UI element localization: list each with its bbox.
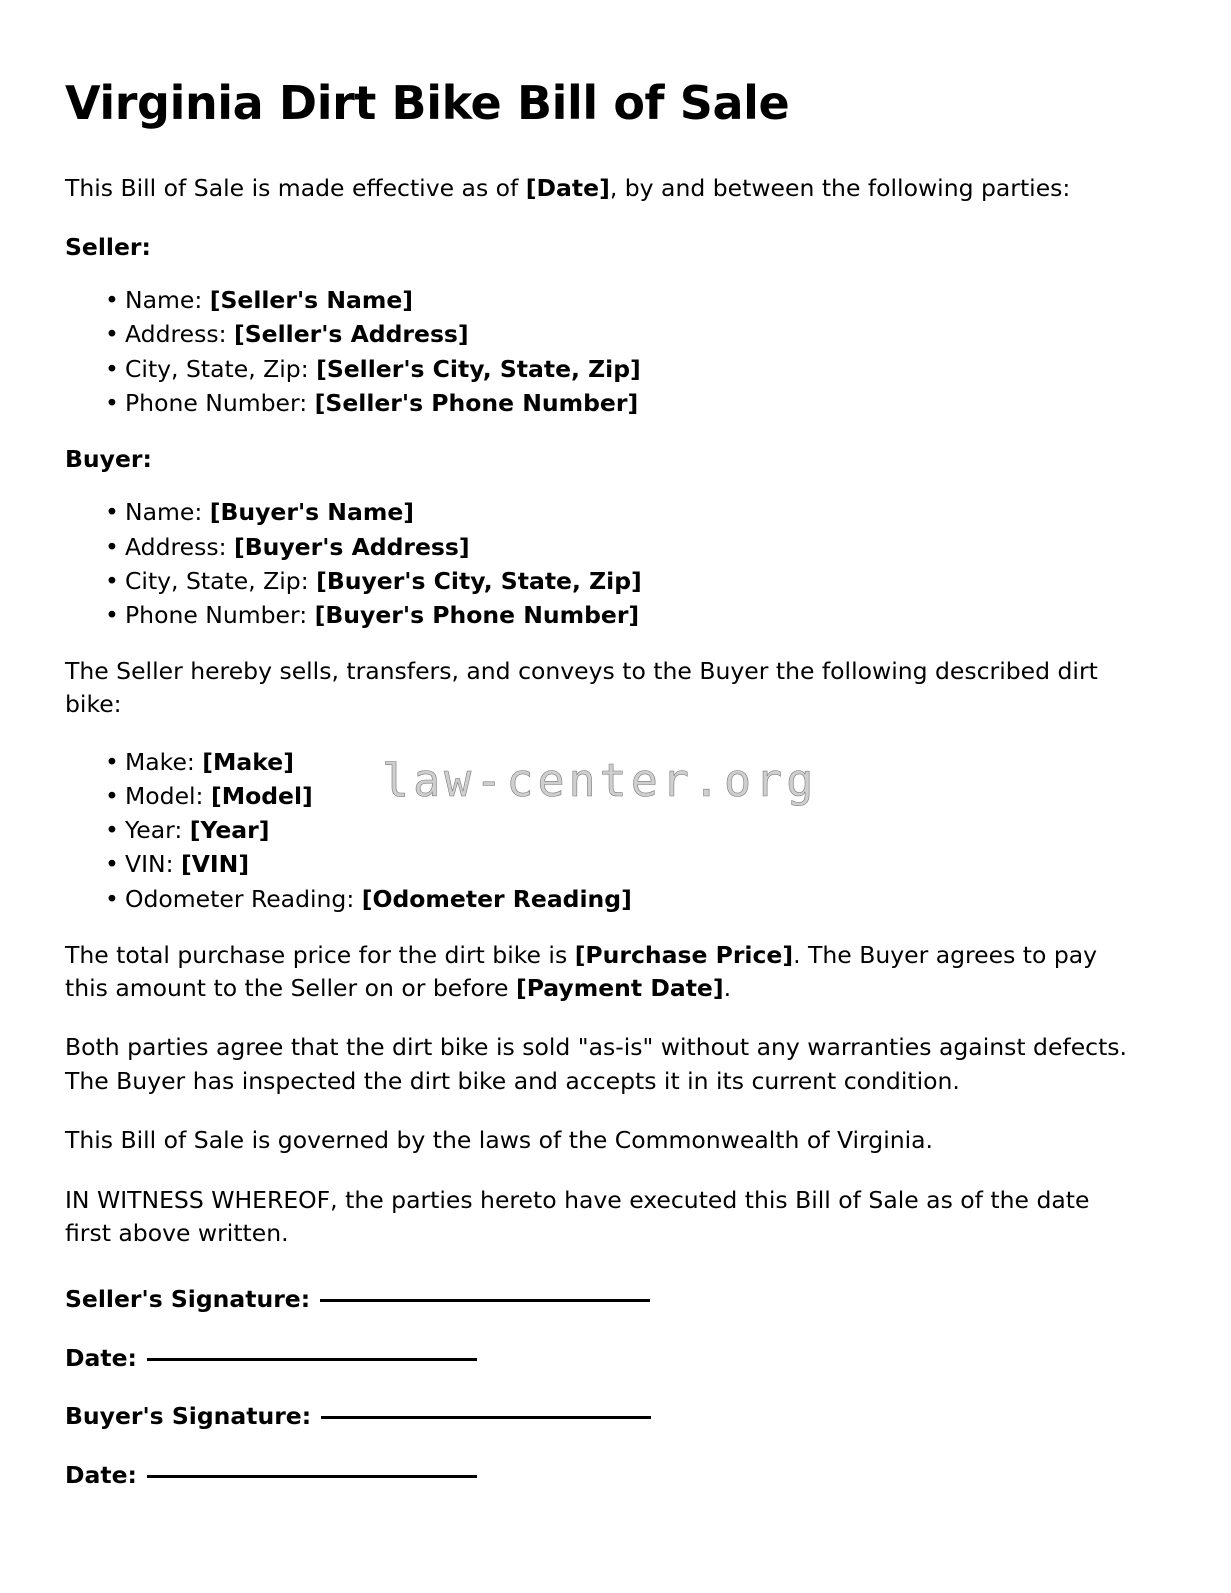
seller-date-row xyxy=(65,1343,1130,1374)
list-item xyxy=(65,498,1130,526)
intro-prefix-text: This Bill of Sale is made effective as of xyxy=(65,173,526,202)
intro-suffix-text: , by and between the following parties: xyxy=(609,173,1071,202)
signature-block xyxy=(65,1284,1130,1490)
list-item xyxy=(65,286,1130,314)
watermark-law-center: law-center.org xyxy=(382,754,818,807)
list-item xyxy=(65,389,1130,417)
buyer-signature-label: Buyer's Signature: xyxy=(65,1402,312,1431)
conveyance-paragraph: The Seller hereby sells, transfers, and conveys to the Buyer the following described dirt bike: xyxy=(65,657,1098,719)
field-label: Name: xyxy=(125,286,210,315)
field-value: [Seller's Phone Number] xyxy=(314,388,639,417)
field-label: Address: xyxy=(125,532,234,561)
field-value: [Buyer's City, State, Zip] xyxy=(316,566,642,595)
list-item xyxy=(65,533,1130,561)
seller-date-label: Date: xyxy=(65,1343,137,1372)
field-value: [Model] xyxy=(210,782,313,810)
buyer-signature-line[interactable] xyxy=(321,1415,651,1419)
buyer-signature-row xyxy=(65,1401,1130,1432)
governing-law-paragraph: This Bill of Sale is governed by the laws of the Commonwealth of Virginia. xyxy=(65,1126,934,1155)
buyer-field-list xyxy=(65,498,1130,629)
list-item xyxy=(65,850,1130,878)
field-value: [Make] xyxy=(202,747,294,776)
list-item xyxy=(65,601,1130,629)
price-middle-text: . The Buyer agrees to pay this amount to the Seller on or before xyxy=(65,940,1098,1003)
field-value: [Buyer's Address] xyxy=(233,532,470,561)
field-label: Phone Number: xyxy=(125,388,315,417)
field-label: City, State, Zip: xyxy=(125,566,317,595)
buyer-date-row xyxy=(65,1460,1130,1491)
as-is-paragraph: Both parties agree that the dirt bike is sold "as-is" without any warranties against defects. The Buyer has inspected the dirt bike and accepts it in its current condition. xyxy=(65,1033,1127,1095)
field-label: VIN: xyxy=(125,850,181,879)
list-item xyxy=(65,567,1130,595)
bike-field-list xyxy=(65,748,1130,913)
buyer-date-line[interactable] xyxy=(147,1474,477,1478)
list-item xyxy=(65,782,1130,810)
field-label: Odometer Reading: xyxy=(125,884,362,913)
field-label: Address: xyxy=(125,320,234,349)
buyer-date-label: Date: xyxy=(65,1460,137,1489)
field-value: [Seller's Name] xyxy=(209,286,414,315)
price-prefix-text: The total purchase price for the dirt bike is xyxy=(65,940,575,969)
seller-field-list xyxy=(65,286,1130,417)
field-value: [Buyer's Phone Number] xyxy=(314,600,640,629)
buyer-heading: Buyer: xyxy=(65,444,152,473)
list-item xyxy=(65,748,1130,776)
seller-signature-row xyxy=(65,1284,1130,1315)
field-label: Name: xyxy=(125,498,210,527)
price-suffix-text: . xyxy=(723,974,732,1003)
field-label: City, State, Zip: xyxy=(125,354,317,383)
field-label: Model: xyxy=(125,782,211,810)
intro-paragraph xyxy=(65,172,1130,205)
field-value: [Odometer Reading] xyxy=(361,884,632,913)
field-value: [Seller's Address] xyxy=(233,320,469,349)
purchase-price-paragraph xyxy=(65,939,1130,1006)
payment-date-placeholder: [Payment Date] xyxy=(515,974,724,1003)
witness-paragraph: IN WITNESS WHEREOF, the parties hereto have executed this Bill of Sale as of the date first above written. xyxy=(65,1185,1090,1247)
seller-heading: Seller: xyxy=(65,232,151,261)
list-item xyxy=(65,355,1130,383)
purchase-price-placeholder: [Purchase Price] xyxy=(574,940,794,969)
effective-date-placeholder: [Date] xyxy=(525,173,610,202)
field-label: Year: xyxy=(125,816,190,845)
field-value: [Seller's City, State, Zip] xyxy=(316,354,641,383)
field-label: Make: xyxy=(125,747,203,776)
page-title: Virginia Dirt Bike Bill of Sale xyxy=(65,76,790,130)
seller-date-line[interactable] xyxy=(147,1357,477,1361)
field-value: [Buyer's Name] xyxy=(209,498,415,527)
field-value: [VIN] xyxy=(180,850,250,879)
list-item xyxy=(65,816,1130,844)
field-label: Phone Number: xyxy=(125,600,315,629)
list-item xyxy=(65,320,1130,348)
field-value: [Year] xyxy=(189,816,270,845)
seller-signature-line[interactable] xyxy=(320,1298,650,1302)
list-item xyxy=(65,885,1130,913)
seller-signature-label: Seller's Signature: xyxy=(65,1285,311,1314)
